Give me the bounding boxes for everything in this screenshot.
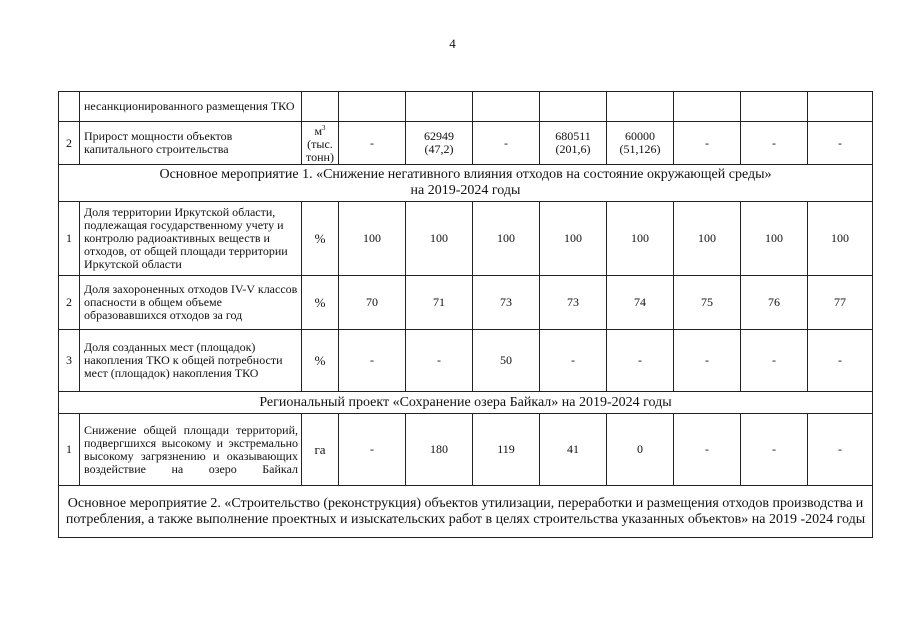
value-cell: 680511 (201,6) bbox=[540, 122, 607, 165]
value-cell: - bbox=[674, 122, 741, 165]
indicator-name: Доля территории Иркутской области, подлежащая государственному учету и контролю радиоактивных веществ и отходов, от общей площади территории Иркутской области bbox=[80, 202, 302, 276]
section-header: Основное мероприятие 1. «Снижение негативного влияния отходов на состояние окружающей среды» на 2019-2024 годы bbox=[59, 165, 873, 202]
page-number: 4 bbox=[449, 36, 456, 51]
unit-cell bbox=[302, 92, 339, 122]
value-cell: 71 bbox=[406, 276, 473, 330]
value-cell: 100 bbox=[674, 202, 741, 276]
value-cell: 76 bbox=[741, 276, 808, 330]
row-number: 3 bbox=[59, 330, 80, 392]
value-cell: - bbox=[741, 330, 808, 392]
unit-cell: % bbox=[302, 202, 339, 276]
value-cell: 119 bbox=[473, 414, 540, 486]
section-header-row bbox=[59, 165, 873, 202]
unit-cell: % bbox=[302, 276, 339, 330]
value-cell: 100 bbox=[473, 202, 540, 276]
row-number: 1 bbox=[59, 202, 80, 276]
value-cell: - bbox=[808, 122, 873, 165]
value-cell: - bbox=[339, 414, 406, 486]
value-cell: 70 bbox=[339, 276, 406, 330]
indicator-name: Снижение общей площади территорий, подвергшихся высокому и экстремально высокому загрязнению и оказывающих воздействие на озеро Байкал bbox=[80, 414, 302, 486]
table-row bbox=[59, 276, 873, 330]
indicator-name: Доля созданных мест (площадок) накопления ТКО к общей потребности мест (площадок) накопления ТКО bbox=[80, 330, 302, 392]
value-cell: 73 bbox=[540, 276, 607, 330]
indicator-name: Доля захороненных отходов IV-V классов опасности в общем объеме образовавшихся отходов за год bbox=[80, 276, 302, 330]
value-cell: 100 bbox=[741, 202, 808, 276]
unit-cell: % bbox=[302, 330, 339, 392]
value-cell: 100 bbox=[607, 202, 674, 276]
value-cell: 0 bbox=[607, 414, 674, 486]
value-cell: 100 bbox=[808, 202, 873, 276]
value-cell: - bbox=[674, 414, 741, 486]
value-cell: - bbox=[674, 330, 741, 392]
value-cell bbox=[808, 92, 873, 122]
value-cell: - bbox=[339, 122, 406, 165]
value-cell bbox=[674, 92, 741, 122]
value-cell bbox=[473, 92, 540, 122]
value-cell: - bbox=[741, 414, 808, 486]
section-header: Основное мероприятие 2. «Строительство (реконструкция) объектов утилизации, переработки и размещения отходов производства и потребления, а также выполнение проектных и изыскательских работ в целях строительства указанных объектов» на 2019 -2024 годы bbox=[59, 486, 873, 538]
value-cell bbox=[406, 92, 473, 122]
value-cell: - bbox=[808, 330, 873, 392]
value-cell bbox=[339, 92, 406, 122]
table-row bbox=[59, 92, 873, 122]
value-cell bbox=[741, 92, 808, 122]
value-cell: - bbox=[607, 330, 674, 392]
indicators-table bbox=[58, 91, 873, 538]
value-cell: 62949 (47,2) bbox=[406, 122, 473, 165]
value-cell: 100 bbox=[339, 202, 406, 276]
value-cell: 41 bbox=[540, 414, 607, 486]
indicator-name: Прирост мощности объектов капитального строительства bbox=[80, 122, 302, 165]
value-cell bbox=[540, 92, 607, 122]
value-cell: 77 bbox=[808, 276, 873, 330]
row-number bbox=[59, 92, 80, 122]
value-cell: 100 bbox=[540, 202, 607, 276]
value-cell: - bbox=[808, 414, 873, 486]
row-number: 2 bbox=[59, 122, 80, 165]
unit-cell: га bbox=[302, 414, 339, 486]
value-cell: - bbox=[473, 122, 540, 165]
section-header-row bbox=[59, 392, 873, 414]
table-row bbox=[59, 414, 873, 486]
value-cell: 73 bbox=[473, 276, 540, 330]
value-cell: - bbox=[741, 122, 808, 165]
value-cell bbox=[607, 92, 674, 122]
value-cell: - bbox=[406, 330, 473, 392]
value-cell: 100 bbox=[406, 202, 473, 276]
value-cell: 74 bbox=[607, 276, 674, 330]
value-cell: 60000 (51,126) bbox=[607, 122, 674, 165]
section-header: Региональный проект «Сохранение озера Байкал» на 2019-2024 годы bbox=[59, 392, 873, 414]
value-cell: 180 bbox=[406, 414, 473, 486]
section-header-row bbox=[59, 486, 873, 538]
row-number: 2 bbox=[59, 276, 80, 330]
value-cell: 50 bbox=[473, 330, 540, 392]
indicator-name: несанкционированного размещения ТКО bbox=[80, 92, 302, 122]
table-row bbox=[59, 122, 873, 165]
table-row bbox=[59, 202, 873, 276]
value-cell: 75 bbox=[674, 276, 741, 330]
table-row bbox=[59, 330, 873, 392]
unit-cell: $м^3$ (тыс. тонн) bbox=[302, 122, 339, 165]
row-number: 1 bbox=[59, 414, 80, 486]
value-cell: - bbox=[339, 330, 406, 392]
value-cell: - bbox=[540, 330, 607, 392]
